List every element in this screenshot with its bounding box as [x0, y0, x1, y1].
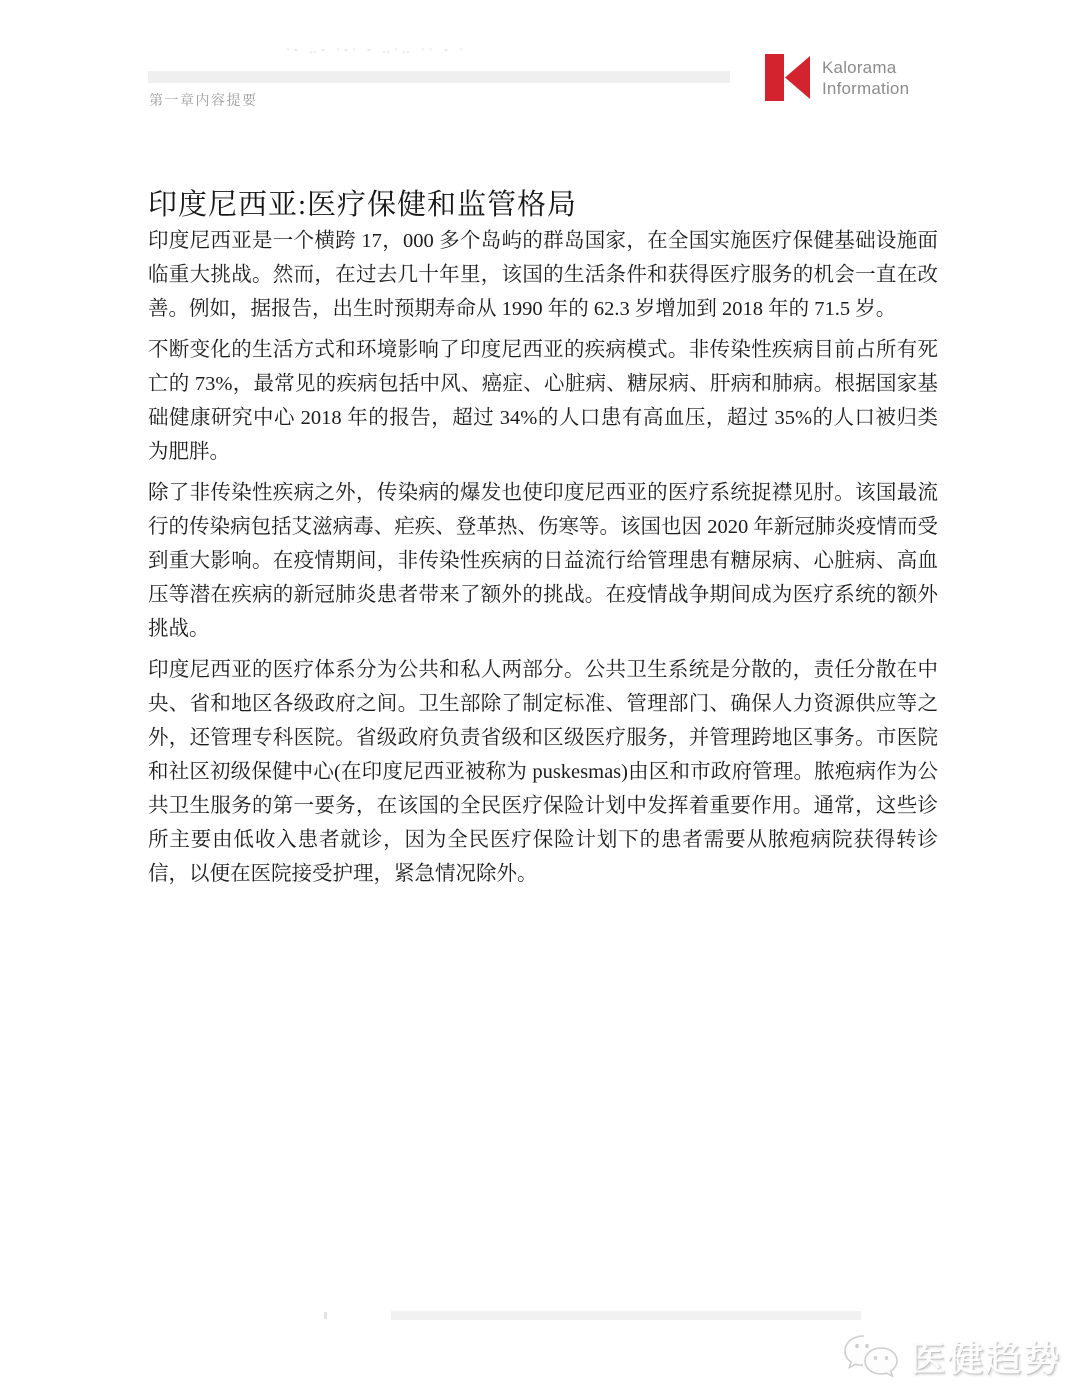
paragraph-1: 印度尼西亚是一个横跨 17，000 多个岛屿的群岛国家，在全国实施医疗保健基础设施面临重大挑战。然而，在过去几十年里，该国的生活条件和获得医疗服务的机会一直在改善。例如，据报告，出生时预期寿命从 1990 年的 62.3 岁增加到 2018 年的 71.5 岁。	[148, 230, 938, 320]
header-divider-bar	[148, 71, 730, 83]
paragraph-3: 除了非传染性疾病之外，传染病的爆发也使印度尼西亚的医疗系统捉襟见肘。该国最流行的传染病包括艾滋病毒、疟疾、登革热、伤寒等。该国也因 2020 年新冠肺炎疫情而受到重大影响。在疫情期间，非传染性疾病的日益流行给管理患有糖尿病、心脏病、高血压等潜在疾病的新冠肺炎患者带来了额外的挑战。在疫情战争期间成为医疗系统的额外挑战。	[148, 482, 938, 640]
kalorama-k-icon	[765, 54, 810, 101]
paragraph-4: 印度尼西亚的医疗体系分为公共和私人两部分。公共卫生系统是分散的，责任分散在中央、省和地区各级政府之间。卫生部除了制定标准、管理部门、确保人力资源供应等之外，还管理专科医院。省级政府负责省级和区级医疗服务，并管理跨地区事务。市医院和社区初级保健中心(在印度尼西亚被称为 puskesmas)由区和市政府管理。脓疱病作为公共卫生服务的第一要务，在该国的全民医疗保险计划中发挥着重要作用。通常，这些诊所主要由低收入患者就诊，因为全民医疗保险计划下的患者需要从脓疱病院获得转诊信，以便在医院接受护理，紧急情况除外。	[148, 659, 938, 885]
logo-line1: Kalorama	[822, 57, 897, 77]
kalorama-logo	[765, 54, 909, 101]
footer-divider-bar	[391, 1311, 861, 1320]
logo-line2: Information	[822, 78, 910, 98]
yijian-trend-watermark	[842, 1332, 1062, 1382]
chapter-label: 第一章内容提要	[149, 94, 258, 109]
document-body	[148, 224, 938, 898]
kalorama-logo-text	[822, 57, 909, 99]
paragraph-2: 不断变化的生活方式和环境影响了印度尼西亚的疾病模式。非传染性疾病目前占所有死亡的 73%，最常见的疾病包括中风、癌症、心脏病、糖尿病、肝病和肺病。根据国家基础健康研究中心 2018 年的报告，超过 34%的人口患有高血压，超过 35%的人口被归类为肥胖。	[148, 339, 938, 463]
cutoff-text-fragment: ·‐ ‥‐ ·‐· ‐ ‥·‥ ·· ‐ ·	[286, 42, 467, 56]
watermark-label: 医健趋势	[909, 1340, 1062, 1379]
footer-mark	[324, 1312, 327, 1319]
page-title: 印度尼西亚:医疗保健和监管格局	[148, 189, 578, 222]
wechat-icon	[842, 1332, 900, 1382]
